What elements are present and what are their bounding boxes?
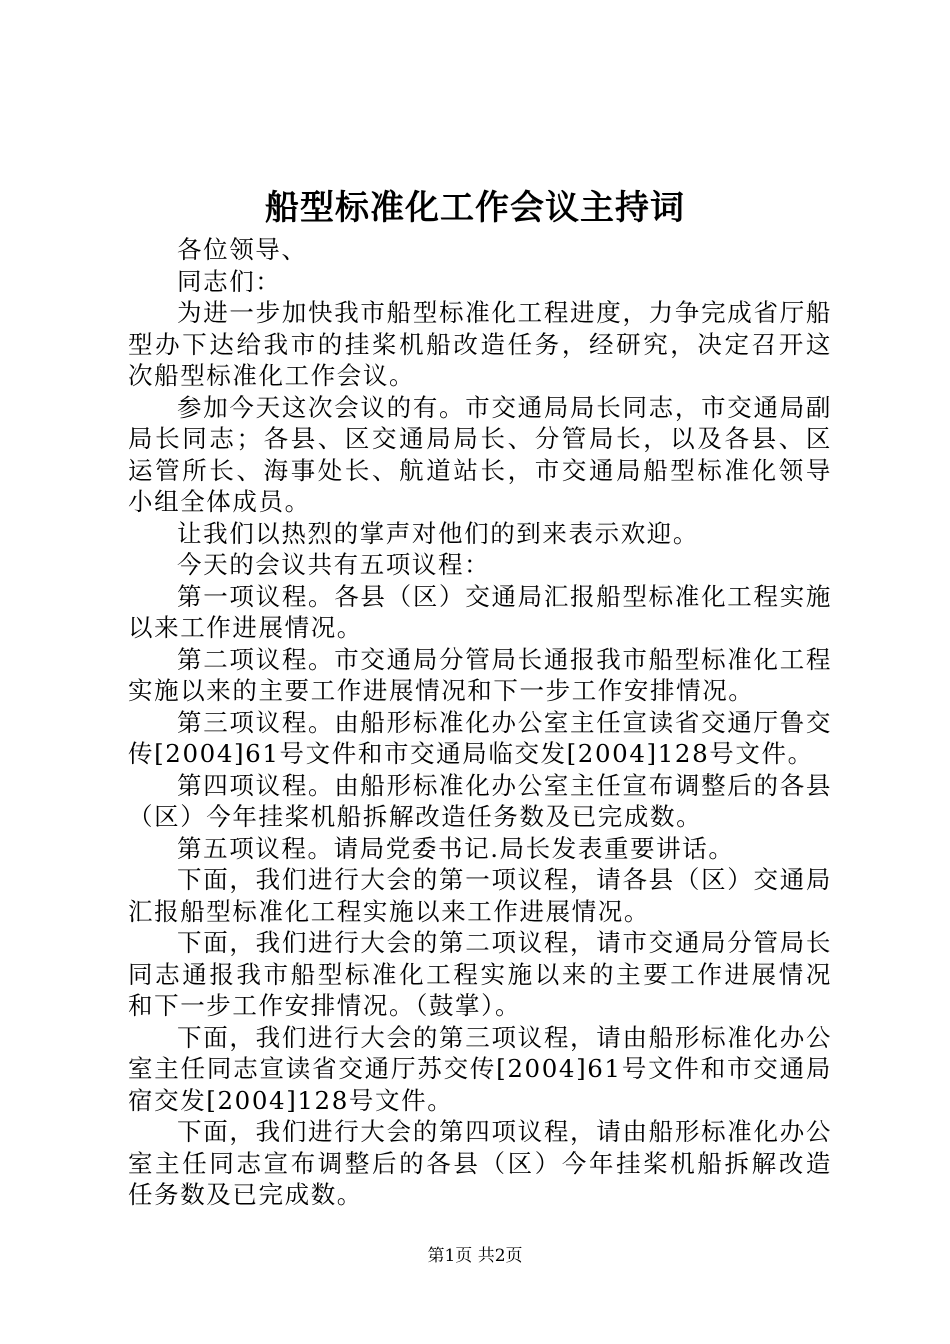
paragraph-welcome: 让我们以热烈的掌声对他们的到来表示欢迎。 [177,518,699,548]
paragraph-proceed-item-2: 下面，我们进行大会的第二项议程，请市交通局分管局长同志通报我市船型标准化工程实施以来的主要工作进展情况和下一步工作安排情况。（鼓掌）。 [128,928,832,1020]
paragraph-proceed-item-3: 下面，我们进行大会的第三项议程，请由船形标准化办公室主任同志宣读省交通厅苏交传[2004]61号文件和市交通局宿交发[2004]128号文件。 [128,1022,832,1115]
paragraph-agenda-item-1: 第一项议程。各县（区）交通局汇报船型标准化工程实施以来工作进展情况。 [128,581,832,642]
paragraph-agenda-item-4: 第四项议程。由船形标准化办公室主任宣布调整后的各县（区）今年挂桨机船拆解改造任务数及已完成数。 [128,770,832,831]
paragraph-agenda-intro: 今天的会议共有五项议程： [177,550,491,579]
paragraph-purpose: 为进一步加快我市船型标准化工程进度，力争完成省厅船型办下达给我市的挂桨机船改造任务，经研究，决定召开这次船型标准化工作会议。 [128,298,832,390]
document-title: 船型标准化工作会议主持词 [265,188,685,228]
paragraph-salutation-leaders: 各位领导、 [177,235,308,264]
page-number-footer: 第1页 共2页 [427,1246,523,1266]
paragraph-agenda-item-5: 第五项议程。请局党委书记.局长发表重要讲话。 [177,833,735,863]
paragraph-agenda-item-2: 第二项议程。市交通局分管局长通报我市船型标准化工程实施以来的主要工作进展情况和下一步工作安排情况。 [128,644,832,705]
paragraph-attendees: 参加今天这次会议的有。市交通局局长同志，市交通局副局长同志；各县、区交通局局长、分管局长，以及各县、区运管所长、海事处长、航道站长，市交通局船型标准化领导小组全体成员。 [128,392,832,516]
paragraph-salutation-comrades: 同志们： [177,266,282,296]
paragraph-proceed-item-1: 下面，我们进行大会的第一项议程，请各县（区）交通局汇报船型标准化工程实施以来工作进展情况。 [128,865,832,926]
document-body [128,234,832,1211]
paragraph-proceed-item-4: 下面，我们进行大会的第四项议程，请由船形标准化办公室主任同志宣布调整后的各县（区）今年挂桨机船拆解改造任务数及已完成数。 [128,1117,832,1209]
paragraph-agenda-item-3: 第三项议程。由船形标准化办公室主任宣读省交通厅鲁交传[2004]61号文件和市交通局临交发[2004]128号文件。 [128,707,832,768]
